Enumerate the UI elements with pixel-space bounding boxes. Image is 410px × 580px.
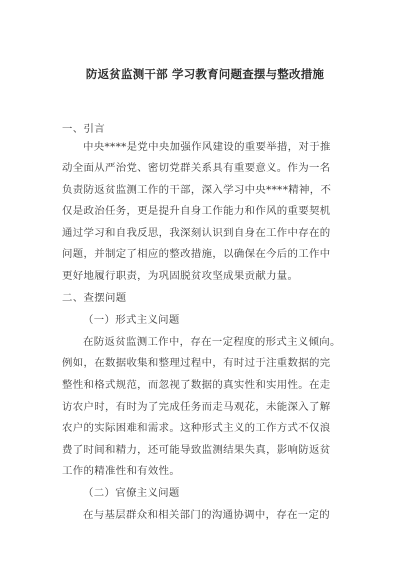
paragraph-line: 中央****是党中央加强作风建设的重要举措，对于推	[83, 141, 331, 153]
paragraph-line: 在防返贫监测工作中，存在一定程度的形式主义倾向。	[83, 336, 341, 348]
paragraph-line: 费了时间和精力，还可能导致监测结果失真，影响防返贫	[62, 444, 331, 456]
paragraph-line: 通过学习和自我反思，我深刻认识到自身在工作中存在的	[62, 227, 331, 239]
paragraph-line: 整性和格式规范，而忽视了数据的真实性和实用性。在走	[62, 379, 331, 391]
paragraph-line: 工作的精准性和有效性。	[62, 465, 181, 477]
paragraph-line: 更好地履行职责，为巩固脱贫攻坚成果贡献力量。	[62, 270, 299, 282]
subsection-heading-bureaucratism: （二）官僚主义问题	[83, 487, 180, 499]
section-heading-problems: 二、查摆问题	[62, 292, 127, 304]
page-title: 防返贫监测干部 学习教育问题查摆与整改措施	[85, 67, 325, 81]
paragraph-line: 负责防返贫监测工作的干部，深入学习中央****精神，不	[62, 184, 332, 196]
paragraph-line: 例如，在数据收集和整理过程中，有时过于注重数据的完	[62, 357, 331, 369]
paragraph-line: 仅是政治任务，更是提升自身工作能力和作风的重要契机	[62, 205, 331, 217]
paragraph-line: 访农户时，有时为了完成任务而走马观花，未能深入了解	[62, 401, 331, 413]
paragraph-line: 农户的实际困难和需求。这种形式主义的工作方式不仅浪	[62, 422, 331, 434]
paragraph-line: 在与基层群众和相关部门的沟通协调中，存在一定的	[83, 509, 331, 521]
paragraph-line: 动全面从严治党、密切党群关系具有重要意义。作为一名	[62, 162, 331, 174]
subsection-heading-formalism: （一）形式主义问题	[83, 314, 180, 326]
section-heading-intro: 一、引言	[62, 123, 105, 135]
paragraph-line: 问题，并制定了相应的整改措施，以确保在今后的工作中	[62, 248, 331, 260]
